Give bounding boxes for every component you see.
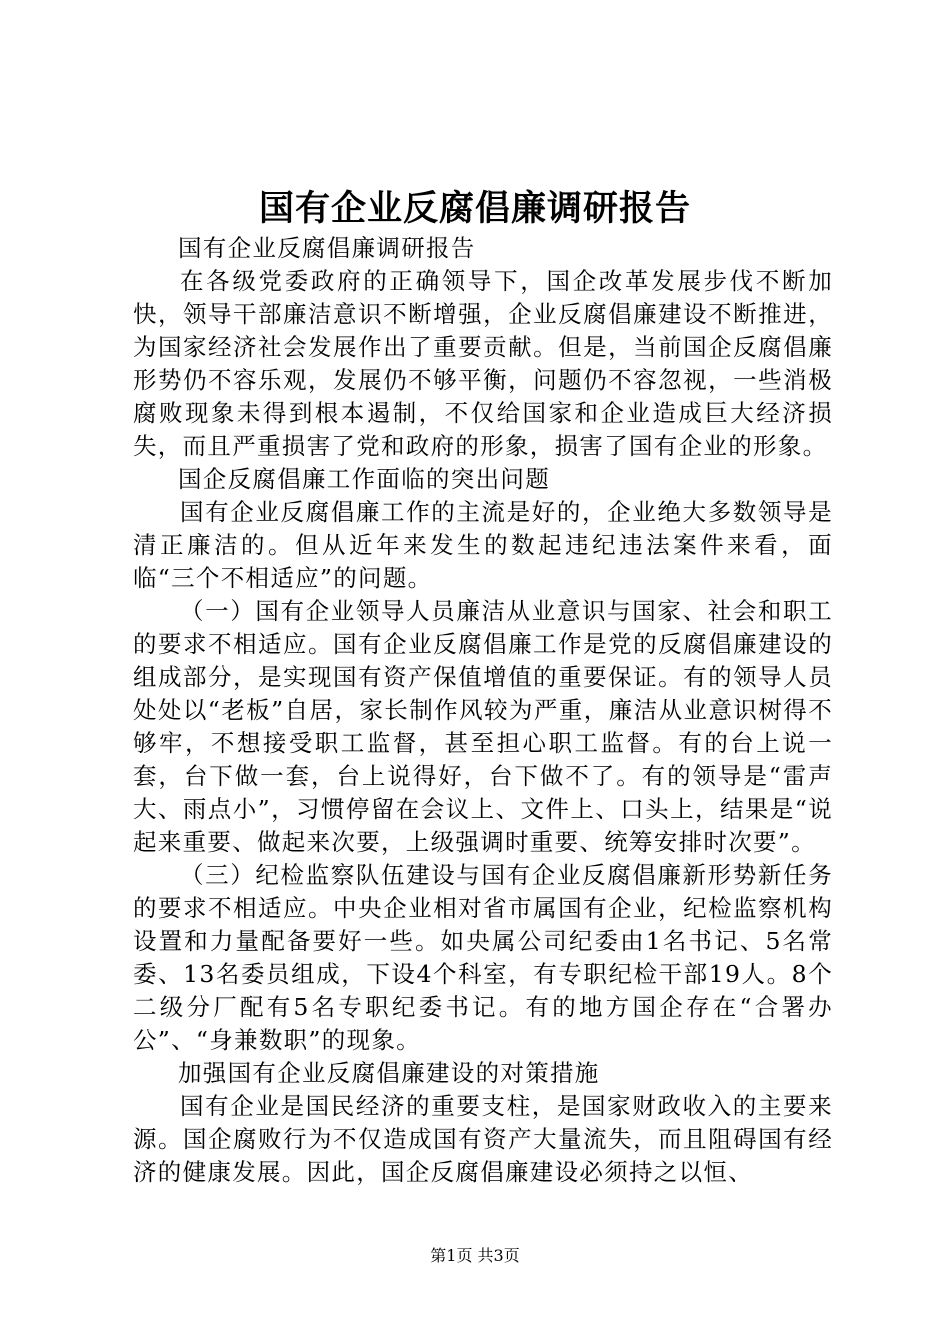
section-heading-measures: 加强国有企业反腐倡廉建设的对策措施 [178,1059,600,1087]
section-heading-problems: 国企反腐倡廉工作面临的突出问题 [178,465,550,493]
problem-one-paragraph: （一）国有企业领导人员廉洁从业意识与国家、社会和职工的要求不相适应。国有企业反腐倡廉工作是党的反腐倡廉建设的组成部分，是实现国有资产保值增值的重要保证。有的领导人员处处以“老板”自居，家长制作风较为严重，廉洁从业意识树得不够牢，不想接受职工监督，甚至担心职工监督。有的台上说一套，台下做一套，台上说得好，台下做不了。有的领导是“雷声大、雨点小”，习惯停留在会议上、文件上、口头上，结果是“说起来重要、做起来次要，上级强调时重要、统筹安排时次要”。 [133,597,833,856]
document-title: 国有企业反腐倡廉调研报告 [258,188,691,229]
measures-paragraph: 国有企业是国民经济的重要支柱，是国家财政收入的主要来源。国企腐败行为不仅造成国有资产大量流失，而且阻碍国有经济的健康发展。因此，国企反腐倡廉建设必须持之以恒、 [133,1092,833,1186]
problem-three-paragraph: （三）纪检监察队伍建设与国有企业反腐倡廉新形势新任务的要求不相适应。中央企业相对省市属国有企业，纪检监察机构设置和力量配备要好一些。如央属公司纪委由1名书记、5名常委、13名委员组成，下设4个科室，有专职纪检干部19人。8个二级分厂配有5名专职纪委书记。有的地方国企存在“合署办公”、“身兼数职”的现象。 [133,861,833,1054]
problems-paragraph: 国有企业反腐倡廉工作的主流是好的，企业绝大多数领导是清正廉洁的。但从近年来发生的数起违纪违法案件来看，面临“三个不相适应”的问题。 [133,498,833,592]
page-footer: 第1页 共3页 [430,1246,520,1265]
intro-paragraph: 在各级党委政府的正确领导下，国企改革发展步伐不断加快，领导干部廉洁意识不断增强，企业反腐倡廉建设不断推进，为国家经济社会发展作出了重要贡献。但是，当前国企反腐倡廉形势仍不容乐观，发展仍不够平衡，问题仍不容忽视，一些消极腐败现象未得到根本遏制，不仅给国家和企业造成巨大经济损失，而且严重损害了党和政府的形象，损害了国有企业的形象。 [133,267,833,460]
subtitle-paragraph: 国有企业反腐倡廉调研报告 [178,234,476,262]
document-body [133,232,833,1189]
